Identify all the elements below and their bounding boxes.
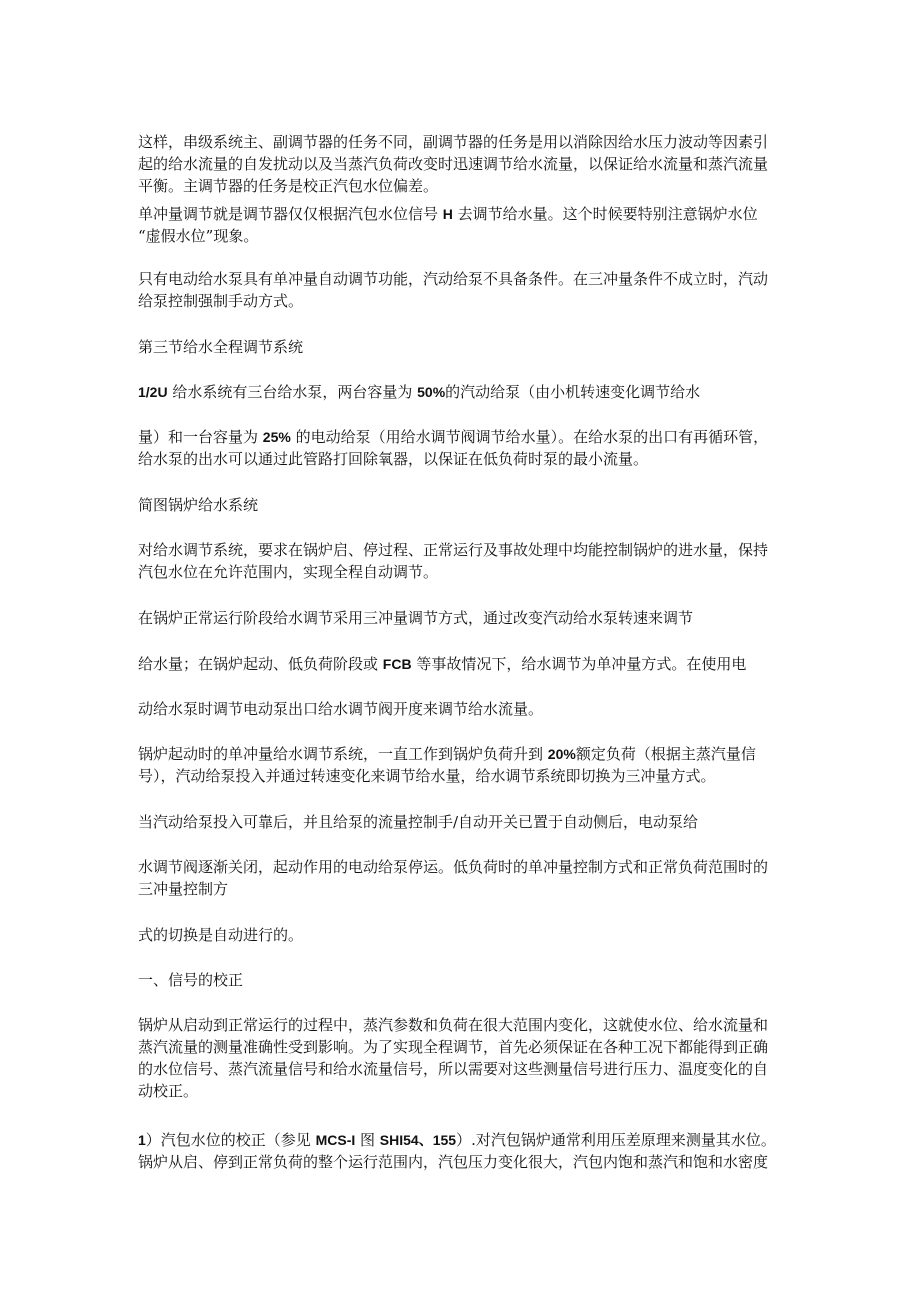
- text-line: [138, 1014, 788, 1036]
- text-run: 一、信号的校正: [138, 971, 244, 989]
- paragraph: [138, 381, 788, 403]
- text-run: “虚假水位”现象。: [138, 227, 259, 245]
- text-run: 汽包水位在允许范围内，实现全程自动调节。: [138, 563, 439, 581]
- latin-term: MCS-I: [315, 1132, 356, 1148]
- text-run: 水调节阀逐渐关闭，起动作用的电动给泵停运。低负荷时的单冲量控制方式和正常负荷范围时的: [138, 858, 769, 876]
- text-line: [138, 1151, 788, 1173]
- figure-caption: [138, 494, 788, 516]
- text-run: 的电动给泵（用给水调节阀调节给水量）。在给水泵的出口有再循环管，: [290, 428, 769, 446]
- paragraph: [138, 607, 788, 629]
- paragraph: [138, 1014, 788, 1102]
- text-line: [138, 494, 788, 516]
- paragraph: [138, 426, 788, 470]
- text-run: 在锅炉正常运行阶段给水调节采用三冲量调节方式，通过改变汽动给水泵转速来调节: [138, 609, 694, 627]
- text-run: 平衡。主调节器的任务是校正汽包水位偏差。: [138, 177, 439, 195]
- text-run: 的水位信号、蒸汽流量信号和给水流量信号，所以需要对这些测量信号进行压力、温度变化的自: [138, 1060, 769, 1078]
- text-run: 当汽动给泵投入可靠后，并且给泵的流量控制手/自动开关已置于自动侧后，电动泵给: [138, 813, 699, 831]
- text-line: [138, 607, 788, 629]
- latin-term: H: [442, 206, 453, 222]
- latin-term: FCB: [382, 656, 412, 672]
- text-run: 这样，串级系统主、副调节器的任务不同，副调节器的任务是用以消除因给水压力波动等因素引: [138, 133, 769, 151]
- text-line: [138, 225, 788, 247]
- paragraph: [138, 811, 788, 833]
- latin-term: 20%: [547, 746, 576, 762]
- text-run: 图: [355, 1131, 380, 1149]
- latin-term: 1: [138, 1132, 146, 1148]
- text-line: [138, 1129, 788, 1151]
- text-run: 简图锅炉给水系统: [138, 496, 259, 514]
- text-run: 对给水调节系统，要求在锅炉启、停过程、正常运行及事故处理中均能控制锅炉的进水量，保持: [138, 541, 769, 559]
- text-run: 动校正。: [138, 1082, 199, 1100]
- text-line: [138, 743, 788, 765]
- text-line: [138, 698, 788, 720]
- paragraph: [138, 653, 788, 675]
- text-run: 只有电动给水泵具有单冲量自动调节功能，汽动给泵不具备条件。在三冲量条件不成立时，汽动: [138, 270, 769, 288]
- text-run: 锅炉从启动到正常运行的过程中，蒸汽参数和负荷在很大范围内变化，这就使水位、给水流量和: [138, 1016, 769, 1034]
- text-line: [138, 268, 788, 290]
- text-run: 等事故情况下，给水调节为单冲量方式。在使用电: [411, 655, 747, 673]
- text-line: [138, 203, 788, 225]
- text-line: [138, 653, 788, 675]
- text-run: 号），汽动给泵投入并通过转速变化来调节给水量，给水调节系统即切换为三冲量方式。: [138, 767, 716, 785]
- text-line: [138, 448, 788, 470]
- text-run: 式的切换是自动进行的。: [138, 926, 304, 944]
- text-line: [138, 1080, 788, 1102]
- text-run: 给水系统有三台给水泵，两台容量为: [167, 383, 418, 401]
- paragraph: [138, 698, 788, 720]
- latin-term: 50%: [417, 384, 446, 400]
- section-heading: [138, 969, 788, 991]
- text-run: 给水泵的出水可以通过此管路打回除氧器，以保证在低负荷时泵的最小流量。: [138, 450, 649, 468]
- text-run: 第三节给水全程调节系统: [138, 338, 304, 356]
- section-heading: [138, 336, 788, 358]
- text-run: 给泵控制强制手动方式。: [138, 292, 304, 310]
- text-run: 蒸汽流量的测量准确性受到影响。为了实现全程调节，首先必须保证在各种工况下都能得到正确: [138, 1038, 769, 1056]
- text-line: [138, 290, 788, 312]
- text-line: [138, 336, 788, 358]
- text-line: [138, 153, 788, 175]
- text-line: [138, 765, 788, 787]
- text-line: [138, 131, 788, 153]
- text-line: [138, 924, 788, 946]
- text-line: [138, 811, 788, 833]
- latin-term: 1/2U: [138, 384, 168, 400]
- paragraph: [138, 203, 788, 247]
- text-line: [138, 856, 788, 878]
- paragraph: [138, 743, 788, 787]
- text-line: [138, 561, 788, 583]
- paragraph: [138, 856, 788, 900]
- text-line: [138, 175, 788, 197]
- text-line: [138, 878, 788, 900]
- text-run: 额定负荷（根据主蒸汽量信: [575, 745, 756, 763]
- text-line: [138, 1058, 788, 1080]
- text-run: 锅炉从启、停到正常负荷的整个运行范围内，汽包压力变化很大，汽包内饱和蒸汽和饱和水密度: [138, 1153, 769, 1171]
- paragraph: [138, 131, 788, 197]
- text-run: ）.对汽包锅炉通常利用压差原理来测量其水位。: [456, 1131, 776, 1149]
- text-run: 单冲量调节就是调节器仅仅根据汽包水位信号: [138, 205, 443, 223]
- latin-term: SHI54、155: [379, 1132, 457, 1148]
- paragraph: [138, 924, 788, 946]
- text-run: 起的给水流量的自发扰动以及当蒸汽负荷改变时迅速调节给水流量，以保证给水流量和蒸汽流量: [138, 155, 769, 173]
- text-run: 量）和一台容量为: [138, 428, 263, 446]
- text-run: 给水量；在锅炉起动、低负荷阶段或: [138, 655, 383, 673]
- text-line: [138, 381, 788, 403]
- latin-term: 25%: [262, 429, 291, 445]
- text-line: [138, 969, 788, 991]
- text-run: 锅炉起动时的单冲量给水调节系统，一直工作到锅炉负荷升到: [138, 745, 548, 763]
- text-run: 的汽动给泵（由小机转速变化调节给水: [445, 383, 701, 401]
- text-run: 三冲量控制方: [138, 880, 229, 898]
- paragraph: [138, 1129, 788, 1173]
- text-run: ）汽包水位的校正（参见: [145, 1131, 316, 1149]
- paragraph: [138, 539, 788, 583]
- text-run: 动给水泵时调节电动泵出口给水调节阀开度来调节给水流量。: [138, 700, 544, 718]
- text-run: 去调节给水量。这个时候要特别注意锅炉水位: [452, 205, 758, 223]
- text-line: [138, 426, 788, 448]
- text-line: [138, 539, 788, 561]
- paragraph: [138, 268, 788, 312]
- text-line: [138, 1036, 788, 1058]
